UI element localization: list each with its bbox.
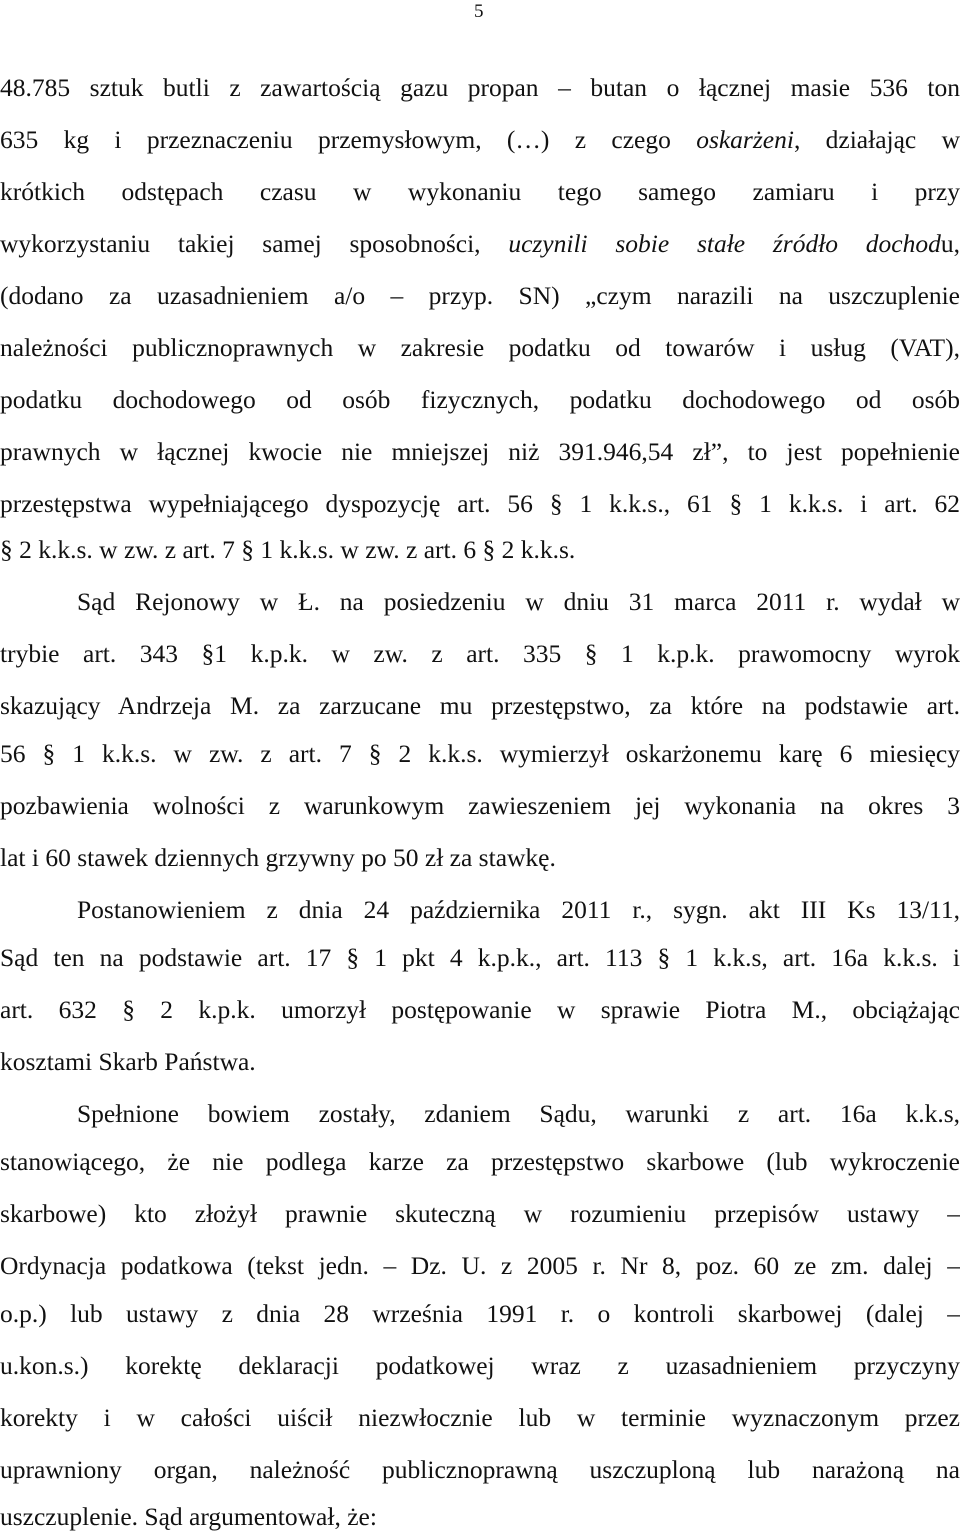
text-line [0,1097,960,1131]
text-line [0,737,960,771]
text-line [0,1197,960,1231]
text-line [0,1045,960,1079]
text-segment: wykorzystaniu takiej samej sposobności, [0,229,509,258]
text-segment: kosztami Skarb Państwa. [0,1047,256,1076]
text-segment: 635 kg i przeznaczeniu przemysłowym, (…) z czego [0,125,697,154]
text-segment: krótkich odstępach czasu w wykonaniu tego samego zamiaru i przy [0,177,960,206]
text-line [0,175,960,209]
text-line [0,689,960,723]
text-segment: przestępstwa wypełniającego dyspozycję art. 56 § 1 k.k.s., 61 § 1 k.k.s. i art. 62 [0,489,960,518]
text-segment: podatku dochodowego od osób fizycznych, podatku dochodowego od osób [0,385,960,414]
text-line [0,1249,960,1283]
text-line [0,1500,960,1534]
text-segment: uszczuplenie. Sąd argumentował, że: [0,1502,377,1531]
text-segment: , działając w [793,125,960,154]
text-line [0,71,960,105]
text-segment: Sąd ten na podstawie art. 17 § 1 pkt 4 k.p.k., art. 113 § 1 k.k.s, art. 16a k.k.s. i [0,943,960,972]
text-line [0,279,960,313]
text-line [0,637,960,671]
text-segment: korekty i w całości uiścił niezwłocznie lub w terminie wyznaczonym przez [0,1403,960,1432]
text-line [0,123,960,157]
text-segment: Spełnione bowiem zostały, zdaniem Sądu, warunki z art. 16a k.k.s, [77,1099,960,1128]
text-line [0,331,960,365]
text-segment: należności publicznoprawnych w zakresie podatku od towarów i usług (VAT), [0,333,960,362]
text-segment: Postanowieniem z dnia 24 października 2011 r., sygn. akt III Ks 13/11, [77,895,960,924]
text-line [0,1349,960,1383]
text-line [0,893,960,927]
text-segment: u, [940,229,960,258]
text-segment: (dodano za uzasadnieniem a/o – przyp. SN) „czym narazili na uszczuplenie [0,281,960,310]
text-line [0,789,960,823]
text-line [0,435,960,469]
text-segment: trybie art. 343 §1 k.p.k. w zw. z art. 335 § 1 k.p.k. prawomocny wyrok [0,639,960,668]
text-segment: 56 § 1 k.k.s. w zw. z art. 7 § 2 k.k.s. wymierzył oskarżonemu karę 6 miesięcy [0,739,960,768]
text-line [0,227,960,261]
text-line [0,993,960,1027]
text-segment-italic: uczynili sobie stałe źródło dochod [508,229,941,258]
text-segment: stanowiącego, że nie podlega karze za przestępstwo skarbowe (lub wykroczenie [0,1147,960,1176]
text-line [0,941,960,975]
text-line [0,533,960,567]
text-line [0,585,960,619]
text-line [0,1401,960,1435]
text-segment: lat i 60 stawek dziennych grzywny po 50 zł za stawkę. [0,843,556,872]
text-segment: skazujący Andrzeja M. za zarzucane mu przestępstwo, za które na podstawie art. [0,691,960,720]
text-line [0,383,960,417]
text-segment: uprawniony organ, należność publicznoprawną uszczuploną lub narażoną na [0,1455,960,1484]
text-line [0,1297,960,1331]
text-segment: u.kon.s.) korektę deklaracji podatkowej wraz z uzasadnieniem przyczyny [0,1351,960,1380]
text-segment-italic: oskarżeni [696,125,794,154]
text-segment: pozbawienia wolności z warunkowym zawieszeniem jej wykonania na okres 3 [0,791,960,820]
text-segment: skarbowe) kto złożył prawnie skuteczną w rozumieniu przepisów ustawy – [0,1199,960,1228]
text-segment: 48.785 sztuk butli z zawartością gazu propan – butan o łącznej masie 536 ton [0,73,960,102]
text-segment: o.p.) lub ustawy z dnia 28 września 1991 r. o kontroli skarbowej (dalej – [0,1299,960,1328]
text-segment: prawnych w łącznej kwocie nie mniejszej niż 391.946,54 zł”, to jest popełnienie [0,437,960,466]
text-segment: Ordynacja podatkowa (tekst jedn. – Dz. U. z 2005 r. Nr 8, poz. 60 ze zm. dalej – [0,1251,960,1280]
text-segment: art. 632 § 2 k.p.k. umorzył postępowanie w sprawie Piotra M., obciążając [0,995,960,1024]
text-line [0,487,960,521]
text-line [0,841,960,875]
text-segment: § 2 k.k.s. w zw. z art. 7 § 1 k.k.s. w zw. z art. 6 § 2 k.k.s. [0,535,576,564]
text-segment: Sąd Rejonowy w Ł. na posiedzeniu w dniu 31 marca 2011 r. wydał w [77,587,960,616]
page-number: 5 [474,1,484,22]
text-line [0,1145,960,1179]
text-line [0,1453,960,1487]
